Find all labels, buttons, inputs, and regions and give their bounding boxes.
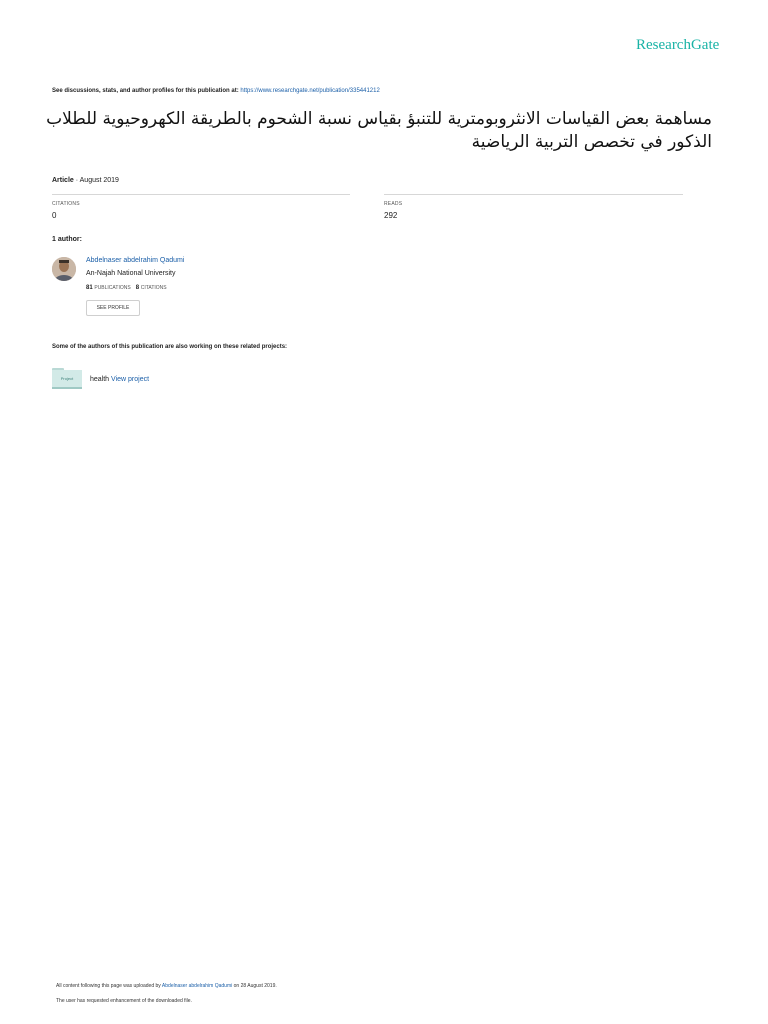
author-stats <box>86 285 167 291</box>
reads-value: 292 <box>384 211 398 220</box>
author-citations-count: 8 <box>135 285 140 291</box>
meta-separator: · <box>73 177 80 184</box>
publication-date: August 2019 <box>79 177 119 184</box>
author-publications-count: 81 <box>86 285 93 291</box>
view-project-link[interactable]: View project <box>111 376 150 383</box>
related-projects-heading: Some of the authors of this publication are also working on these related projects: <box>52 344 288 350</box>
publication-url-link[interactable]: https://www.researchgate.net/publication/335441212 <box>240 88 380 94</box>
researchgate-logo[interactable]: ResearchGate <box>636 37 720 53</box>
authors-heading: 1 author: <box>52 236 82 243</box>
citations-label: CITATIONS <box>52 201 80 207</box>
reads-divider <box>384 194 683 195</box>
publication-type: Article <box>52 177 74 184</box>
publication-meta <box>52 177 119 184</box>
author-avatar[interactable] <box>52 257 76 281</box>
avatar-portrait-icon <box>52 257 76 281</box>
author-name-link[interactable]: Abdelnaser abdelrahim Qadumi <box>86 257 185 264</box>
author-publications-label: PUBLICATIONS <box>94 285 131 291</box>
see-profile-button[interactable]: SEE PROFILE <box>86 300 140 316</box>
project-folder-icon <box>52 368 82 389</box>
citations-value: 0 <box>52 211 57 220</box>
upload-prefix: All content following this page was uploaded by <box>56 983 161 989</box>
reads-label: READS <box>384 201 403 207</box>
project-icon-label: Project <box>60 376 74 381</box>
author-citations-label: CITATIONS <box>140 285 167 291</box>
upload-suffix: on 28 August 2019. <box>233 983 277 989</box>
project-name: health <box>90 376 110 383</box>
discussions-line <box>52 88 380 94</box>
upload-note <box>56 983 277 989</box>
publication-title: مساهمة بعض القياسات الانثروبومترية للتنبؤ بقياس نسبة الشحوم بالطريقة الكهروحيوية للطلاب الذكور في تخصص التربية الرياضية <box>46 109 712 152</box>
project-item <box>90 376 149 383</box>
discussions-text: See discussions, stats, and author profiles for this publication at: <box>52 88 239 94</box>
author-institution: An-Najah National University <box>86 270 176 277</box>
enhancement-note: The user has requested enhancement of the downloaded file. <box>56 998 192 1004</box>
uploader-link[interactable]: Abdelnaser abdelrahim Qadumi <box>161 983 233 989</box>
citations-divider <box>52 194 350 195</box>
